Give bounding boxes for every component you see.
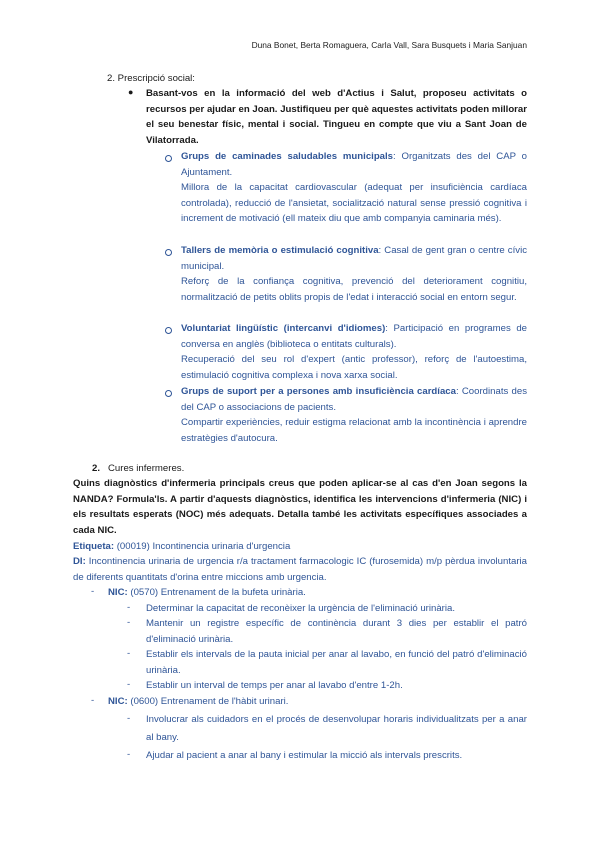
activity-2-name: Tallers de memòria o estimulació cognitiva xyxy=(181,245,379,256)
section-title-cures: Cures infermeres. xyxy=(108,463,185,474)
activity-3-benefit: Recuperació del seu rol d'expert (antic professor), reforç de l'autoestima, estimulació cognitiva complexa i nova xarxa social. xyxy=(181,354,527,381)
activity-2-where: : Casal de gent gran o centre cívic municipal. xyxy=(181,245,527,272)
nic-1-activity-1: Determinar la capacitat de reconèixer la urgència de l'eliminació urinària. xyxy=(146,603,455,614)
activity-1 xyxy=(181,149,527,180)
activity-3-where: : Participació en programes de conversa en anglès (biblioteca o entitats culturals). xyxy=(181,323,527,350)
nic-1 xyxy=(108,585,306,601)
etiqueta-value: (00019) Incontinencia urinaria d'urgencia xyxy=(114,541,291,552)
hollow-bullet-icon xyxy=(165,390,172,397)
hollow-bullet-icon xyxy=(165,155,172,162)
activity-2 xyxy=(181,243,527,274)
page-header-authors: Duna Bonet, Berta Romaguera, Carla Vall, Sara Busquets i Maria Sanjuan xyxy=(251,40,527,50)
etiqueta-label: Etiqueta: xyxy=(73,541,115,552)
dash-icon: - xyxy=(127,617,131,628)
dash-icon: - xyxy=(127,679,131,690)
nic-2 xyxy=(108,694,288,710)
section-number: 2. xyxy=(92,463,101,474)
activity-1-benefit: Millora de la capacitat cardiovascular (adequat per insuficiència cardíaca controlada), reducció de l'ansietat, socialització natural sense pressió cognitiva i increment de motivació (ell mateix diu que amb companyia caminaria més). xyxy=(181,182,527,225)
hollow-bullet-icon xyxy=(165,327,172,334)
dash-icon: - xyxy=(127,749,131,760)
nic-2-value: (0600) Entrenament de l'hàbit urinari. xyxy=(127,696,289,707)
di-line xyxy=(73,554,527,585)
activity-2-benefit: Reforç de la confiança cognitiva, prevenció del deteriorament cognitiu, normalització de petits oblits propis de l'edat i interacció social en entorn segur. xyxy=(181,276,527,303)
nic-2-activity-1: Involucrar als cuidadors en el procés de desenvolupar horaris individualitzats per a anar al bany. xyxy=(146,714,527,743)
activity-3 xyxy=(181,321,527,352)
nic-1-activity-4: Establir un interval de temps per anar al lavabo d'entre 1-2h. xyxy=(146,680,403,691)
activity-1-name: Grups de caminades saludables municipals xyxy=(181,151,394,162)
etiqueta-line xyxy=(73,539,527,555)
hollow-bullet-icon xyxy=(165,249,172,256)
section-title-prescripcio: 2. Prescripció social: xyxy=(107,73,195,84)
nic-2-label: NIC: xyxy=(108,696,128,707)
activity-4-where: : Coordinats des del CAP o associacions de pacients. xyxy=(181,386,527,413)
dash-icon: - xyxy=(127,713,131,724)
dash-icon: - xyxy=(91,695,95,706)
activity-1-where: : Organitzats des del CAP o Ajuntament. xyxy=(181,151,527,178)
dash-icon: - xyxy=(127,602,131,613)
nursing-question: Quins diagnòstics d'infermeria principals creus que poden aplicar-se al cas d'en Joan segons la NANDA? Formula'ls. A partir d'aquests diagnòstics, identifica les intervencions d'infermeria (NIC) i els resultats esperats (NOC) més adequats. Detalla també les activitats específiques associades a cada NIC. xyxy=(73,478,527,536)
nic-2-activity-2: Ajudar al pacient a anar al bany i estimular la micció als intervals prescrits. xyxy=(146,750,463,761)
nic-1-activity-2: Mantenir un registre específic de continència durant 3 dies per establir el patró d'eliminació urinària. xyxy=(146,618,527,645)
activity-4-name: Grups de suport per a persones amb insuficiència cardíaca xyxy=(181,386,456,397)
nic-1-activity-3: Establir els intervals de la pauta inicial per anar al lavabo, en funció del patró d'eliminació urinària. xyxy=(146,649,527,676)
bullet-icon: ● xyxy=(128,87,134,97)
activity-4 xyxy=(181,384,527,415)
activity-3-name: Voluntariat lingüístic (intercanvi d'idiomes) xyxy=(181,323,386,334)
di-label: DI: xyxy=(73,556,86,567)
nic-1-value: (0570) Entrenament de la bufeta urinària. xyxy=(127,587,306,598)
activity-4-benefit: Compartir experiències, reduir estigma relacionat amb la incontinència i aprendre estratègies d'autocura. xyxy=(181,417,527,444)
dash-icon: - xyxy=(91,586,95,597)
section-prompt: Basant-vos en la informació del web d'Actius i Salut, proposeu activitats o recursos per ajudar en Joan. Justifiqueu per què aquestes activitats poden millorar el seu benestar físic, mental i social. Tingueu en compte que viu a Sant Joan de Vilatorrada. xyxy=(146,88,527,146)
dash-icon: - xyxy=(127,648,131,659)
di-value: Incontinencia urinaria de urgencia r/a tractament farmacologic IC (furosemida) m/p pèrdua involuntaria de diferents quantitats d'orina entre miccions amb urgencia. xyxy=(73,556,527,583)
nic-1-label: NIC: xyxy=(108,587,128,598)
